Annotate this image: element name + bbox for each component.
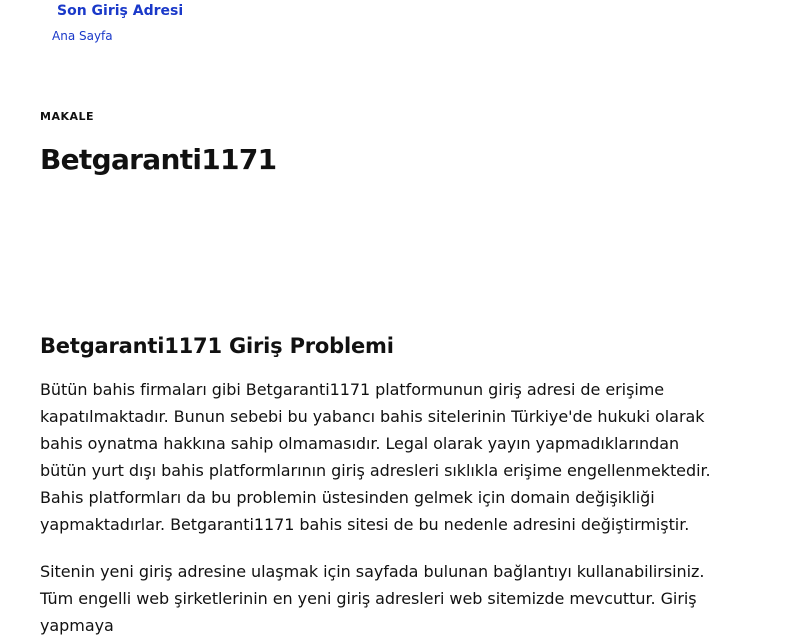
article-category-label: MAKALE — [40, 110, 95, 123]
article-paragraph-1: Bütün bahis firmaları gibi Betgaranti1171 platformunun giriş adresi de erişime kapatılmaktadır. Bunun sebebi bu yabancı bahis sitelerinin Türkiye'de hukuki olarak bahis oynatma hakkına sahip olmamasıdır. Legal olarak yayın yapmadıklarından bütün yurt dışı bahis platformlarının giriş adresleri sıklıkla erişime engellenmektedir. Bahis platformları da bu problemin üstesinden gelmek için domain değişikliği yapmaktadırlar. Betgaranti1171 bahis sitesi de bu nedenle adresini değiştirmiştir. — [40, 380, 711, 534]
section-heading: Betgaranti1171 Giriş Problemi — [40, 334, 394, 358]
article-paragraph-2: Sitenin yeni giriş adresine ulaşmak için sayfada bulunan bağlantıyı kullanabilirsiniz. Tüm engelli web şirketlerinin en yeni giriş adresleri web sitemizde mevcuttur. Giriş yapmaya — [40, 562, 705, 635]
site-title-link[interactable]: Son Giriş Adresi — [57, 3, 184, 19]
article-title: Betgaranti1171 — [40, 143, 277, 176]
nav-home-link[interactable]: Ana Sayfa — [52, 29, 113, 43]
